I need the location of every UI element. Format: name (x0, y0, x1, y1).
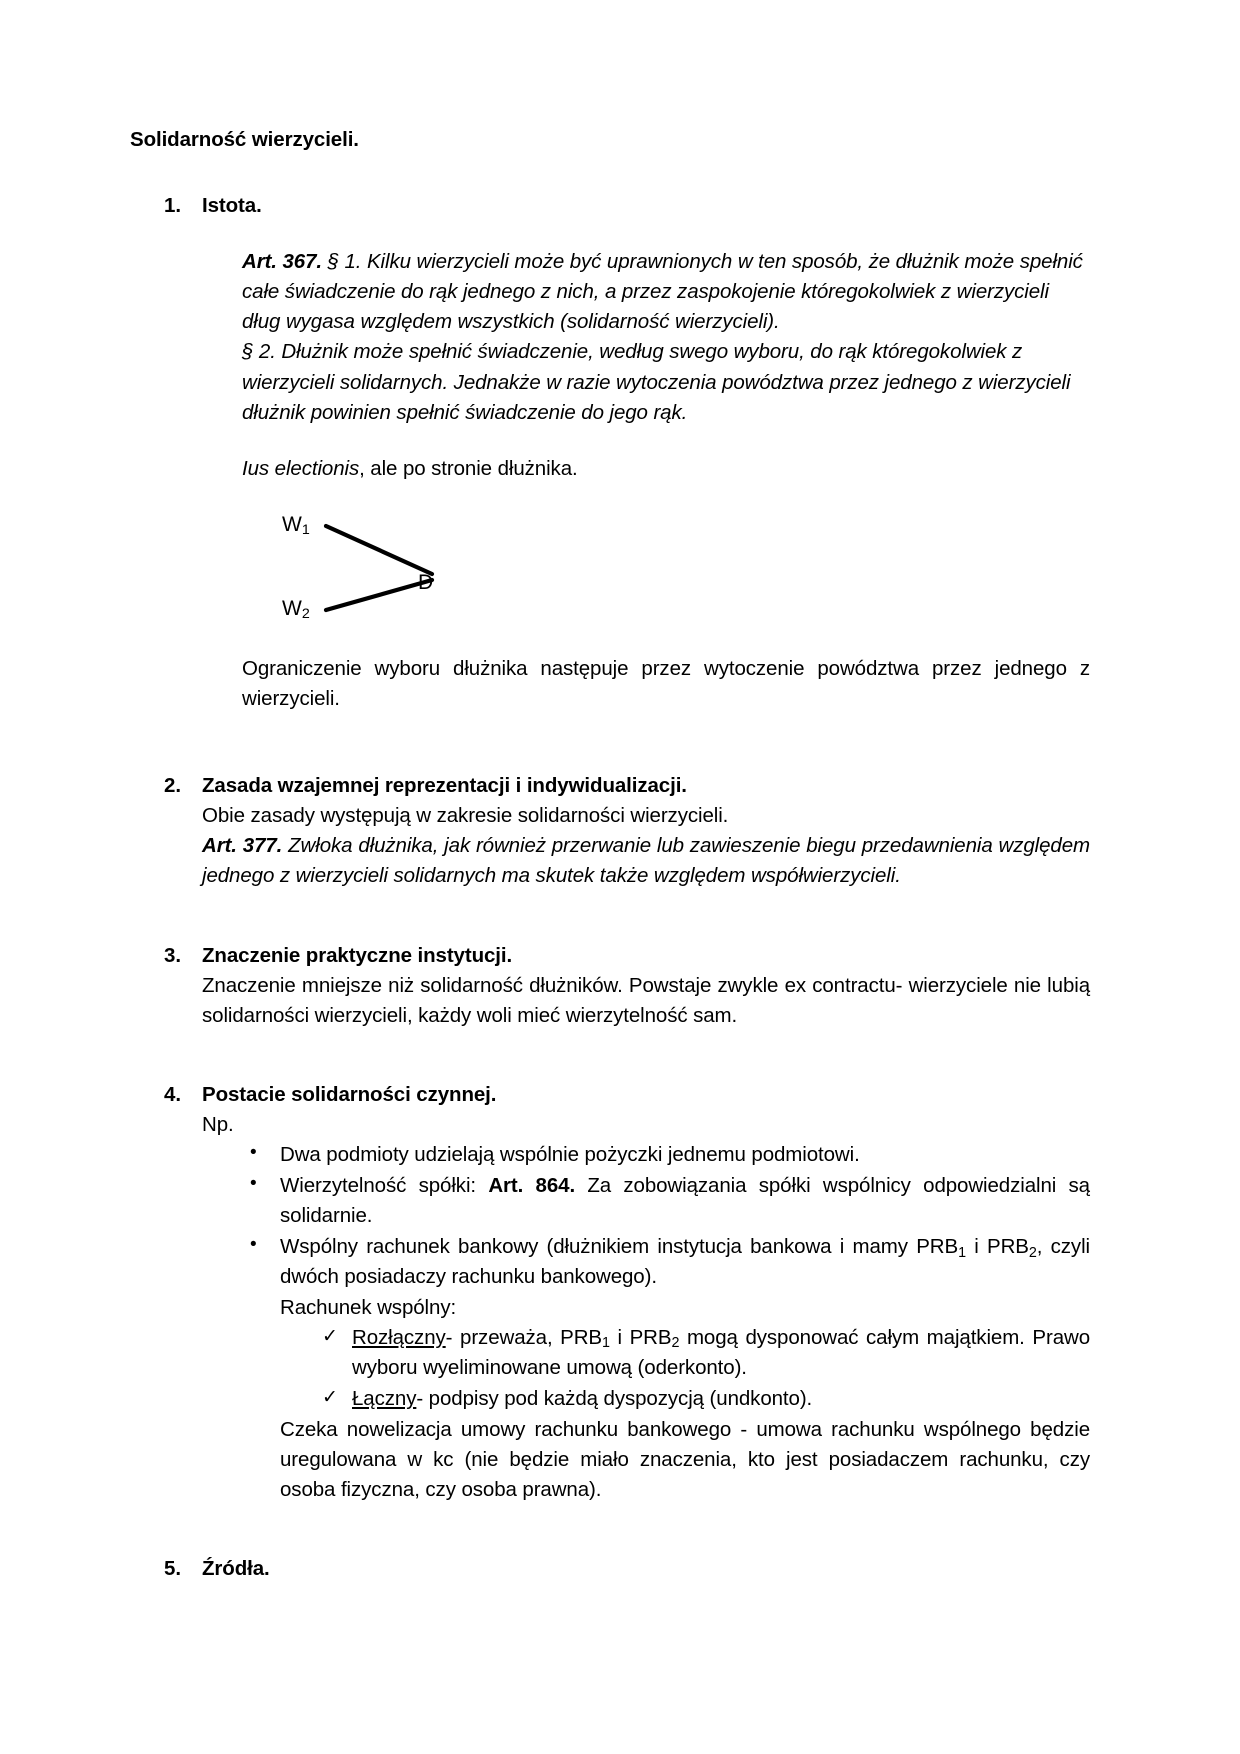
bullet-3-post: , czyli dwóch posiadaczy rachunku bankowego). (280, 1235, 1090, 1289)
check-1-rest-b: i PRB (609, 1325, 672, 1349)
section-5-number: 5. (164, 1557, 182, 1581)
section-3 (130, 944, 1090, 1031)
bullet-3-pre: Wspólny rachunek bankowy (dłużnikiem instytucja bankowa i mamy PRB (280, 1235, 959, 1259)
spacer (130, 918, 1090, 944)
section-3-heading: Znaczenie praktyczne instytucji. (202, 943, 513, 967)
section-4-number: 4. (164, 1082, 182, 1106)
diagram-node-d: D (418, 570, 434, 594)
section-4-bullet-list (202, 1140, 1090, 1506)
statute-label-377: Art. 377. (202, 834, 283, 858)
check-list-item (352, 1323, 1090, 1383)
spacer (130, 1057, 1090, 1083)
diagram-node-w2-subscript: 2 (301, 606, 310, 623)
check-2-term: Łączny (352, 1386, 417, 1410)
check-1-term: Rozłączny (352, 1325, 446, 1349)
section-2-line-1: Obie zasady występują w zakresie solidarności wierzycieli. (202, 804, 729, 828)
spacer (202, 221, 1090, 247)
bullet-3-sub-1: 1 (958, 1244, 966, 1261)
diagram-node-w2-label: W (282, 596, 302, 620)
list-item (280, 1171, 1090, 1231)
spacer (130, 740, 1090, 774)
section-4 (130, 1083, 1090, 1506)
statute-quote-377 (202, 831, 1090, 891)
section-1-number: 1. (164, 194, 182, 217)
diagram-lines (282, 510, 522, 628)
diagram-node-w1 (282, 512, 310, 539)
diagram-node-w1-label: W (282, 512, 302, 536)
spacer (242, 428, 1090, 454)
ius-electionis-term: Ius electionis (242, 456, 360, 480)
section-1-body (242, 247, 1090, 714)
statute-label-367: Art. 367. (242, 250, 322, 273)
bullet-3-mid: i PRB (965, 1235, 1029, 1259)
statute-text-367-p1: § 1. Kilku wierzycieli może być uprawnionych w ten sposób, że dłużnik może spełnić całe świadczenie do rąk jednego z nich, a przez zaspokojenie któregokolwiek z wierzycieli dług wygasa względem wszystkich (solidarność wierzycieli). (242, 250, 1083, 334)
section-2-heading: Zasada wzajemnej reprezentacji i indywidualizacji. (202, 774, 687, 798)
section-2 (130, 774, 1090, 891)
section-5 (130, 1557, 1090, 1581)
check-1-sub-2: 2 (671, 1335, 680, 1352)
section-5-heading: Źródła. (202, 1557, 270, 1581)
bullet-2-article-ref: Art. 864. (488, 1174, 576, 1197)
check-1-rest-a: - przeważa, PRB (445, 1325, 603, 1349)
bullet-3-tail-paragraph: Czeka nowelizacja umowy rachunku bankowego - umowa rachunku wspólnego będzie uregulowana w kc (nie będzie miało znaczenia, kto jest posiadaczem rachunku, czy osoba fizyczna, czy osoba prawna). (280, 1418, 1090, 1502)
bullet-1-text: Dwa podmioty udzielają wspólnie pożyczki jednemu podmiotowi. (280, 1142, 860, 1166)
bullet-2-pre: Wierzytelność spółki: (280, 1174, 489, 1197)
check-1-sub-1: 1 (602, 1335, 610, 1352)
rachunek-wspolny-label: Rachunek wspólny: (280, 1295, 457, 1319)
statute-text-367-p2: § 2. Dłużnik może spełnić świadczenie, według swego wyboru, do rąk któregokolwiek z wierzycieli solidarnych. Jednakże w razie wytoczenia powództwa przez jednego z wierzycieli dłużnik powinien spełnić świadczenie do jego rąk. (242, 340, 1071, 424)
ius-electionis-line (242, 454, 1090, 484)
bullet-2-post: Za zobowiązania spółki wspólnicy odpowiedzialni są solidarnie. (280, 1174, 1090, 1228)
bullet-3-sub-2: 2 (1028, 1244, 1037, 1261)
section-3-paragraph: Znaczenie mniejsze niż solidarność dłużników. Powstaje zwykle ex contractu- wierzyciele nie lubią solidarności wierzycieli, każdy woli mieć wierzytelność sam. (202, 973, 1090, 1027)
check-1-rest-c: mogą dysponować całym majątkiem. Prawo wyboru wyeliminowane umową (oderkonto). (352, 1325, 1090, 1379)
creditors-debtor-diagram (282, 510, 522, 628)
section-4-np-label: Np. (202, 1112, 234, 1136)
ius-electionis-rest: , ale po stronie dłużnika. (359, 456, 578, 480)
check-2-rest-a: - podpisy pod każdą dyspozycją (undkonto). (416, 1386, 813, 1410)
list-item (280, 1140, 1090, 1170)
statute-text-377: Zwłoka dłużnika, jak również przerwanie lub zawieszenie biegu przedawnienia względem jednego z wierzycieli solidarnych ma skutek także względem współwierzycieli. (202, 834, 1090, 888)
section-2-number: 2. (164, 774, 182, 798)
page-title: Solidarność wierzycieli. (130, 128, 359, 151)
section-1-closing-paragraph: Ograniczenie wyboru dłużnika następuje przez wytoczenie powództwa przez jednego z wierzycieli. (242, 656, 1090, 710)
diagram-node-w2 (282, 596, 310, 623)
list-item (280, 1232, 1090, 1505)
spacer (130, 1531, 1090, 1557)
section-1-heading: Istota. (202, 194, 262, 217)
section-1 (130, 194, 1090, 714)
statute-quote-367 (242, 247, 1090, 337)
diagram-node-w1-subscript: 1 (301, 522, 310, 539)
check-list-item (352, 1384, 1090, 1414)
section-4-heading: Postacie solidarności czynnej. (202, 1082, 497, 1106)
section-3-number: 3. (164, 943, 182, 967)
rachunek-wspolny-check-list (280, 1323, 1090, 1414)
